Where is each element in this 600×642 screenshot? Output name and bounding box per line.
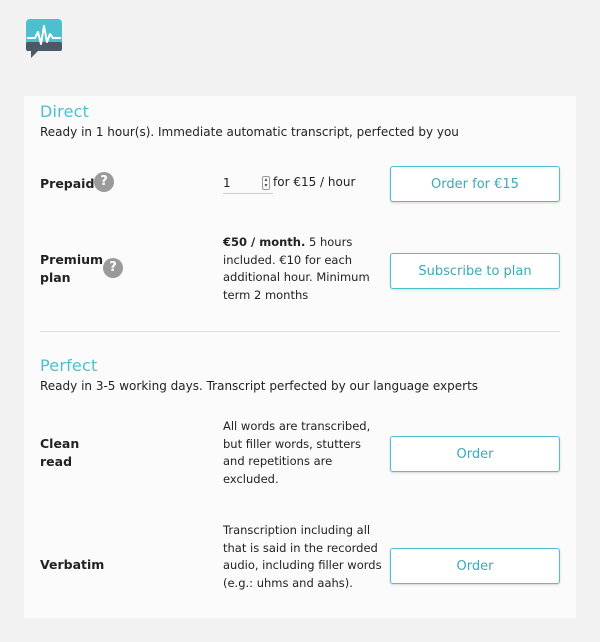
clean-read-description: All words are transcribed, but filler words, stutters and repetitions are excluded. bbox=[223, 419, 371, 486]
header bbox=[0, 0, 600, 78]
order-prepaid-button[interactable]: Order for €15 bbox=[390, 166, 560, 202]
perfect-section-subtitle: Ready in 3-5 working days. Transcript perfected by our language experts bbox=[40, 379, 479, 393]
premium-price: €50 / month. bbox=[223, 235, 306, 249]
perfect-section-title: Perfect bbox=[40, 356, 98, 375]
hours-stepper-icon[interactable]: ▴ ▾ bbox=[262, 176, 270, 190]
section-divider bbox=[40, 331, 560, 332]
prepaid-price-text: for €15 / hour bbox=[273, 175, 356, 189]
verbatim-description: Transcription including all that is said in the recorded audio, including filler words (e.g.: uhms and aahs). bbox=[223, 523, 382, 590]
direct-section-title: Direct bbox=[40, 102, 90, 121]
order-clean-read-button[interactable]: Order bbox=[390, 436, 560, 472]
subscribe-plan-button[interactable]: Subscribe to plan bbox=[390, 253, 560, 289]
prepaid-label: Prepaid bbox=[40, 176, 95, 191]
premium-details: 5 hours included. €10 for each additional hour. Minimum term 2 months bbox=[223, 235, 370, 302]
order-verbatim-button[interactable]: Order bbox=[390, 548, 560, 584]
pricing-panel bbox=[24, 96, 576, 618]
premium-help-icon[interactable]: ? bbox=[103, 258, 123, 278]
prepaid-help-icon[interactable]: ? bbox=[94, 172, 114, 192]
premium-plan-description bbox=[223, 234, 383, 304]
premium-plan-label: Premium plan bbox=[40, 252, 104, 285]
direct-section-subtitle: Ready in 1 hour(s). Immediate automatic transcript, perfected by you bbox=[40, 125, 459, 139]
verbatim-label: Verbatim bbox=[40, 557, 105, 572]
clean-read-label: Clean read bbox=[40, 436, 80, 469]
waveform-speech-bubble-icon[interactable] bbox=[25, 18, 63, 60]
